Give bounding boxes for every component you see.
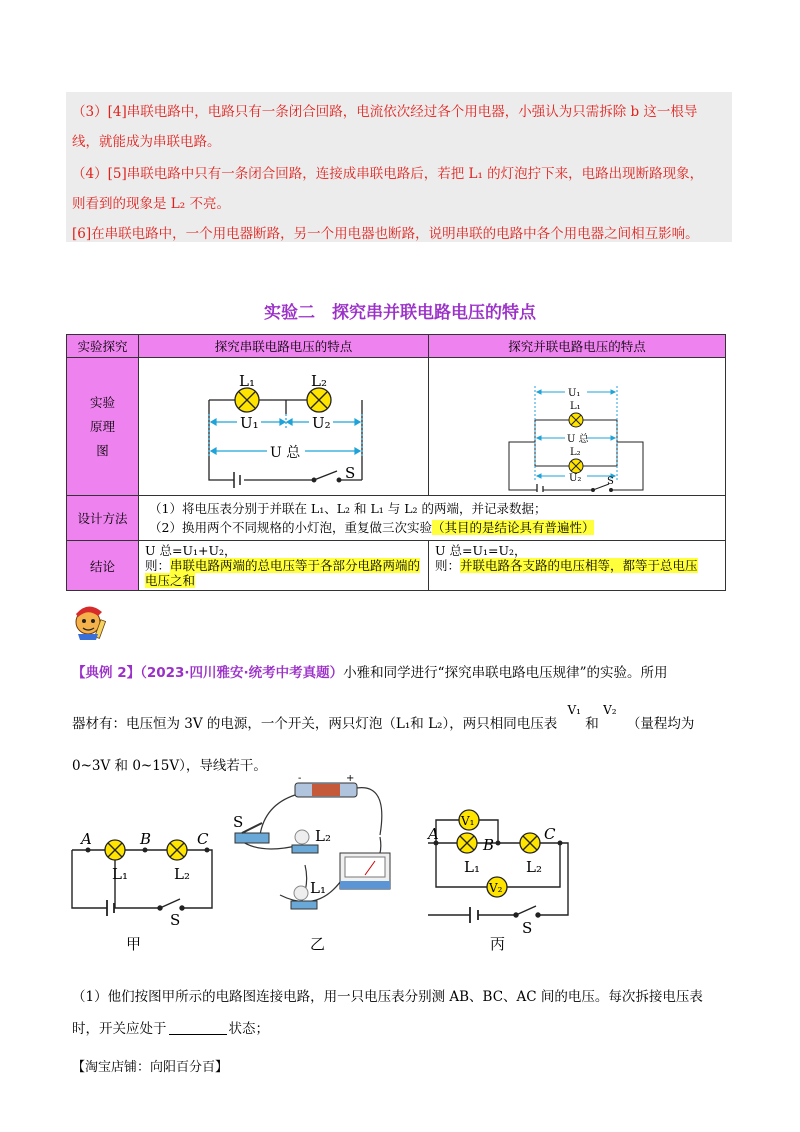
parallel-conclusion xyxy=(435,558,719,573)
figure-jia xyxy=(72,830,212,953)
question-1-line-1: （1）他们按图甲所示的电路图连接电路，用一只电压表分别测 AB、BC、AC 间的电压。每次拆接电压表 xyxy=(72,989,703,1005)
method-line-2 xyxy=(149,518,715,537)
bing-caption: 丙 xyxy=(490,935,506,953)
bing-label-S: S xyxy=(522,919,533,937)
series-prefix: 则： xyxy=(145,558,171,573)
series-diagram-cell xyxy=(139,358,429,496)
question-1-line-2 xyxy=(72,1017,269,1037)
series-circuit-diagram xyxy=(139,358,429,492)
example-source: （2023·四川雅安·统考中考真题） xyxy=(140,665,344,681)
bing-label-V2: V₂ xyxy=(489,881,503,895)
parallel-prefix: 则： xyxy=(435,558,461,573)
jia-label-C: C xyxy=(197,830,209,848)
yi-label-S: S xyxy=(233,813,244,831)
example-line-2 xyxy=(72,703,695,732)
jia-label-L1: L₁ xyxy=(112,865,128,883)
parallel-conclusion-highlight: 并联电路各支路的电压相等，都等于总电压 xyxy=(460,558,698,573)
row-label-diagram xyxy=(67,358,139,496)
method-cell xyxy=(139,496,726,541)
parallel-conclusion-cell xyxy=(429,541,726,591)
row-label-text: 实验原理图 xyxy=(89,394,115,458)
answer-line: （3）[4]串联电路中，电路只有一条闭合回路，电流依次经过各个用电器，小强认为只需拆除 b 这一根导 xyxy=(72,104,698,120)
answer-line: [6]在串联电路中，一个用电器断路，另一个用电器也断路，说明串联的电路中各个用电器之间相互影响。 xyxy=(72,226,699,242)
yi-caption: 乙 xyxy=(310,935,326,953)
parallel-formula: U 总=U₁=U₂， xyxy=(435,543,527,558)
example-line-3: 0~3V 和 0~15V），导线若干。 xyxy=(72,758,267,774)
label-Utotal: U 总 xyxy=(270,445,301,461)
jia-label-S: S xyxy=(170,911,181,929)
series-conclusion-cell xyxy=(139,541,429,591)
figure-bing xyxy=(426,810,568,953)
label-L2: L₂ xyxy=(311,372,327,390)
bing-label-L2: L₂ xyxy=(526,858,542,876)
answer-line: 则看到的现象是 L₂ 不亮。 xyxy=(72,196,230,212)
header-cell: 实验探究 xyxy=(67,335,139,358)
label-S: S xyxy=(607,476,614,487)
example-tag: 【典例 2】 xyxy=(72,665,141,681)
header-parallel: 探究并联电路电压的特点 xyxy=(429,335,726,358)
series-conclusion xyxy=(145,558,422,588)
yi-label-L2: L₂ xyxy=(315,827,331,845)
answer-line: （4）[5]串联电路中只有一条闭合回路，连接成串联电路后，若把 L₁ 的灯泡拧下来，电路出现断路现象， xyxy=(72,166,704,182)
jia-label-B: B xyxy=(140,830,152,848)
method-line-1: （1）将电压表分别于并联在 L₁、L₂ 和 L₁ 与 L₂ 的两端，并记录数据； xyxy=(149,501,547,516)
label-L1: L₁ xyxy=(239,372,255,390)
label-S: S xyxy=(345,464,356,482)
label-U2: U₂ xyxy=(312,414,331,432)
jia-label-A: A xyxy=(81,830,92,848)
bing-label-B: B xyxy=(483,836,495,854)
parallel-diagram-cell xyxy=(429,358,726,496)
label-L1: L₁ xyxy=(570,401,581,412)
experiment-table xyxy=(66,334,726,591)
parallel-circuit-diagram xyxy=(429,358,726,492)
svg-text:+: + xyxy=(346,775,355,784)
svg-text:-: - xyxy=(298,775,302,784)
section-title: 实验二 探究串并联电路电压的特点 xyxy=(264,303,536,323)
method-note-highlight: （其目的是结论具有普遍性） xyxy=(431,520,595,535)
mascot-icon xyxy=(68,598,112,642)
example-text-1: 小雅和同学进行“探究串联电路电压规律”的实验。所用 xyxy=(343,665,668,681)
bing-label-V1: V₁ xyxy=(461,814,475,828)
bing-label-L1: L₁ xyxy=(464,858,480,876)
answer-blank[interactable] xyxy=(169,1020,227,1035)
label-U1: U₁ xyxy=(568,388,581,399)
label-L2: L₂ xyxy=(570,447,581,458)
jia-caption: 甲 xyxy=(126,935,142,953)
series-formula: U 总=U₁+U₂， xyxy=(145,543,237,558)
row-label-conclusion: 结论 xyxy=(67,541,139,591)
row-label-method: 设计方法 xyxy=(67,496,139,541)
example-text-2b: （量程均为 xyxy=(626,716,695,732)
question-1-text: 时，开关应处于 xyxy=(72,1021,167,1037)
example-line-1 xyxy=(72,661,668,681)
figures-area xyxy=(60,775,740,960)
yi-label-L1: L₁ xyxy=(310,879,326,897)
method-line-2-text: （2）换用两个不同规格的小灯泡，重复做三次实验 xyxy=(149,520,432,535)
example-text-2a: 器材有：电压恒为 3V 的电源，一个开关，两只灯泡（L₁和 L₂），两只相同电压表 xyxy=(72,716,558,732)
question-1-text-end: 状态； xyxy=(228,1021,269,1037)
bing-label-C: C xyxy=(544,825,556,843)
jia-label-L2: L₂ xyxy=(174,865,190,883)
label-U2: U₂ xyxy=(569,473,582,484)
voltmeter-V2-label: V₂ xyxy=(603,703,617,717)
series-conclusion-highlight: 串联电路两端的总电压等于各部分电路两端的电压之和 xyxy=(145,558,421,588)
label-U1: U₁ xyxy=(240,414,259,432)
answer-line: 线，就能成为串联电路。 xyxy=(72,134,221,150)
label-Utotal: U 总 xyxy=(567,434,589,445)
example-and: 和 xyxy=(585,716,599,732)
voltmeter-V1-label: V₁ xyxy=(567,703,581,717)
bing-label-A: A xyxy=(428,825,439,843)
footer-shop-label: 【淘宝店铺：向阳百分百】 xyxy=(72,1060,229,1075)
header-series: 探究串联电路电压的特点 xyxy=(139,335,429,358)
figure-yi xyxy=(233,775,390,953)
